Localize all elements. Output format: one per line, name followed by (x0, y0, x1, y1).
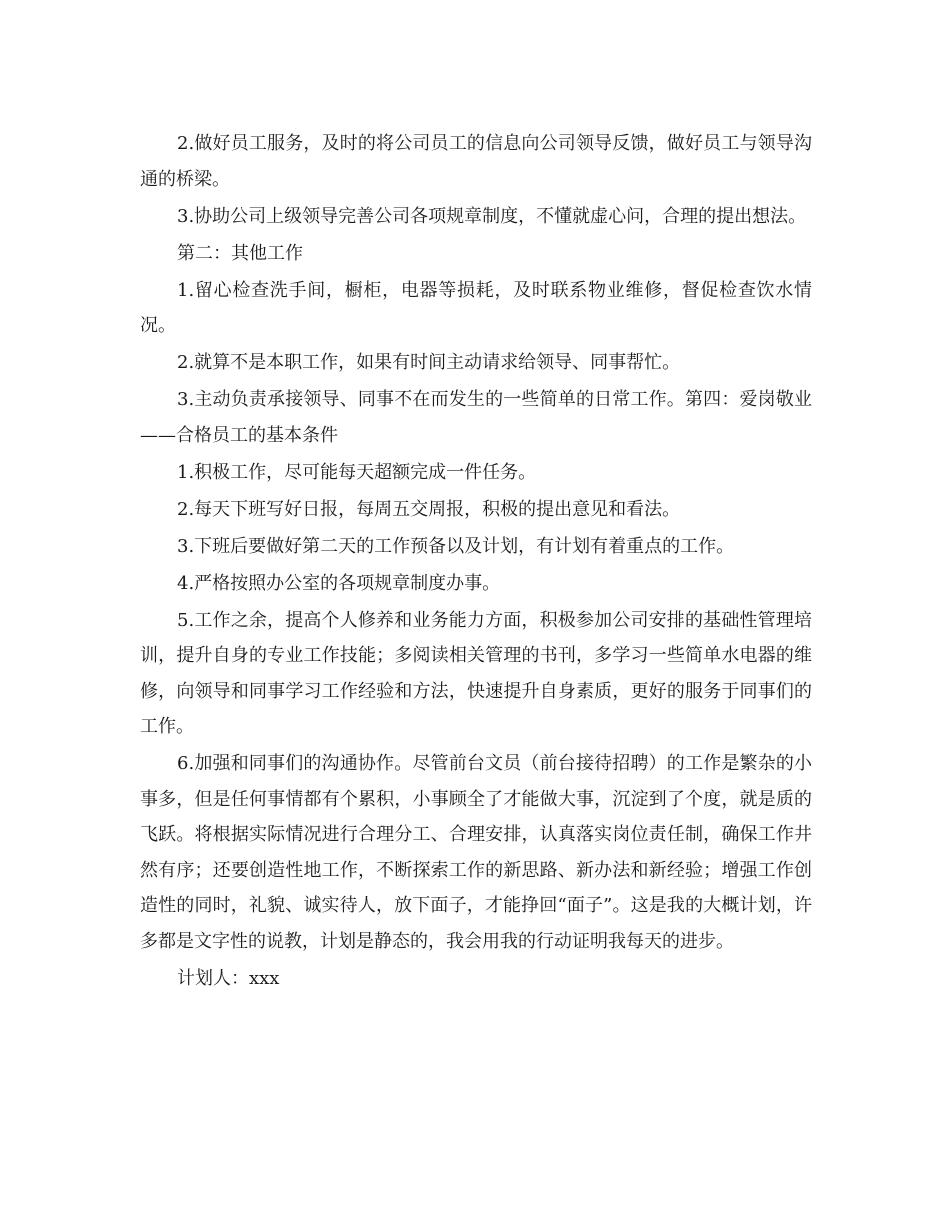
paragraph-item-4-regulations: 4.严格按照办公室的各项规章制度办事。 (177, 572, 501, 594)
paragraph-item-1-active: 1.积极工作，尽可能每天超额完成一件任务。 (177, 461, 537, 483)
paragraph-item-2-reports: 2.每天下班写好日报，每周五交周报，积极的提出意见和看法。 (177, 498, 681, 520)
paragraph-item-2-service: 2.做好员工服务，及时的将公司员工的信息向公司领导反馈，做好员工与领导沟通的桥梁。 (140, 133, 812, 190)
paragraph-item-2-help: 2.就算不是本职工作，如果有时间主动请求给领导、同事帮忙。 (177, 352, 681, 373)
paragraph-item-3-rules: 3.协助公司上级领导完善公司各项规章制度，不懂就虚心问，合理的提出想法。 (177, 205, 807, 227)
paragraph-item-3-duties: 3.主动负责承接领导、同事不在而发生的一些简单的日常工作。第四：爱岗敬业——合格员工的基本条件 (140, 389, 812, 446)
document-body (140, 126, 812, 996)
paragraph-item-1-inspection: 1.留心检查洗手间，橱柜，电器等损耗，及时联系物业维修，督促检查饮水情况。 (140, 279, 812, 336)
paragraph-item-5-learning: 5.工作之余，提高个人修养和业务能力方面，积极参加公司安排的基础性管理培训，提升自身的专业工作技能；多阅读相关管理的书刊，多学习一些简单水电器的维修，向领导和同事学习工作经验和方法，快速提升自身素质，更好的服务于同事们的工作。 (140, 609, 812, 737)
signature-line: 计划人：xxx (177, 967, 280, 989)
paragraph-item-6-cooperation: 6.加强和同事们的沟通协作。尽管前台文员（前台接待招聘）的工作是繁杂的小事多，但是任何事情都有个累积，小事顾全了才能做大事，沉淀到了个度，就是质的飞跃。将根据实际情况进行合理分工、合理安排，认真落实岗位责任制，确保工作井然有序；还要创造性地工作，不断探索工作的新思路、新办法和新经验；增强工作创造性的同时，礼貌、诚实待人，放下面子，才能挣回“面子”。这是我的大概计划，许多都是文字性的说教，计划是静态的，我会用我的行动证明我每天的进步。 (140, 753, 812, 952)
paragraph-item-3-planning: 3.下班后要做好第二天的工作预备以及计划，有计划有着重点的工作。 (177, 535, 735, 557)
section-heading-other-work: 第二：其他工作 (177, 242, 303, 264)
